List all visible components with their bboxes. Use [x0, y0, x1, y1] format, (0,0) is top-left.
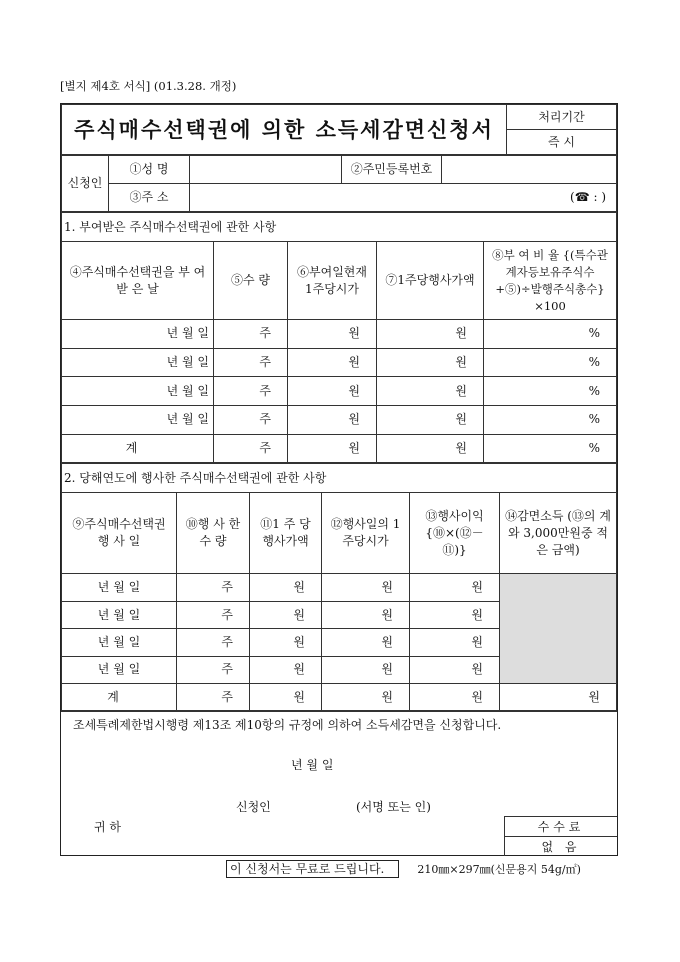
applicant-label: 신청인 [62, 156, 109, 212]
exercised-qty-cell[interactable]: 주 [177, 601, 250, 628]
exercise-profit-cell[interactable]: 원 [410, 656, 500, 683]
grant-ratio-cell[interactable]: % [484, 377, 617, 406]
market-price-cell[interactable]: 원 [288, 434, 377, 463]
address-label: ③주 소 [109, 184, 190, 212]
exercise-price-cell[interactable]: 원 [377, 320, 484, 349]
section2-heading: 2. 당해연도에 행사한 주식매수선택권에 관한 사항 [62, 464, 617, 493]
exercise-price-header: ⑪1 주 당 행사가액 [250, 493, 322, 574]
signer-label: 신청인 [236, 800, 271, 815]
table-row [62, 434, 617, 463]
signature-field[interactable]: (서명 또는 인) [356, 800, 431, 815]
exercise-day-price-cell[interactable]: 원 [322, 656, 410, 683]
exercised-qty-cell[interactable]: 주 [177, 574, 250, 601]
table-row [62, 348, 617, 377]
fee-label: 수수료 [505, 816, 617, 836]
applicant-table [61, 155, 617, 212]
exempt-income-header: ⑭감면소득 (⑬의 계와 3,000만원중 적은 금액) [500, 493, 617, 574]
exercise-date-header: ⑨주식매수선택권 행 사 일 [62, 493, 177, 574]
market-price-cell[interactable]: 원 [288, 377, 377, 406]
recipient-label: 귀 하 [94, 820, 121, 835]
exercise-date-cell[interactable]: 년 월 일 [62, 656, 177, 683]
grant-date-cell[interactable]: 년 월 일 [62, 406, 214, 435]
table-row [62, 406, 617, 435]
exercised-qty-header: ⑩행 사 한 수 량 [177, 493, 250, 574]
exercise-profit-cell[interactable]: 원 [410, 629, 500, 656]
exercise-price-cell[interactable]: 원 [377, 348, 484, 377]
exempt-income-cell[interactable] [500, 574, 617, 684]
exercise-price-cell[interactable]: 원 [250, 684, 322, 711]
address-field[interactable] [190, 184, 617, 212]
exercise-date-cell[interactable]: 년 월 일 [62, 629, 177, 656]
exercise-price-cell[interactable]: 원 [250, 574, 322, 601]
grant-ratio-header: ⑧부 여 비 율 {(특수관계자등보유주식수+⑤)÷발행주식총수}×100 [484, 242, 617, 320]
fee-value: 없 음 [505, 836, 617, 856]
paper-size: 210㎜×297㎜(신문용지 54g/㎡) [417, 863, 581, 876]
grant-date-cell[interactable]: 년 월 일 [62, 320, 214, 349]
exercise-day-price-cell[interactable]: 원 [322, 629, 410, 656]
exercised-qty-cell[interactable]: 주 [177, 684, 250, 711]
grant-date-cell[interactable]: 년 월 일 [62, 348, 214, 377]
section1-heading: 1. 부여받은 주식매수선택권에 관한 사항 [62, 213, 617, 242]
grant-date-header: ④주식매수선택권을 부 여 받 은 날 [62, 242, 214, 320]
grant-ratio-cell[interactable]: % [484, 348, 617, 377]
exercise-day-price-cell[interactable]: 원 [322, 601, 410, 628]
exercise-day-price-cell[interactable]: 원 [322, 574, 410, 601]
market-price-cell[interactable]: 원 [288, 320, 377, 349]
application-form [60, 103, 618, 856]
exercise-date-cell[interactable]: 년 월 일 [62, 574, 177, 601]
table-row [62, 320, 617, 349]
section2-table [61, 463, 617, 711]
grant-ratio-cell[interactable]: % [484, 434, 617, 463]
exercise-profit-cell[interactable]: 원 [410, 574, 500, 601]
table-row [62, 377, 617, 406]
grant-date-cell[interactable]: 계 [62, 434, 214, 463]
form-title: 주식매수선택권에 의한 소득세감면신청서 [62, 105, 507, 155]
quantity-cell[interactable]: 주 [214, 320, 288, 349]
grant-ratio-cell[interactable]: % [484, 406, 617, 435]
exercise-price-cell[interactable]: 원 [250, 629, 322, 656]
form-note: [별지 제4호 서식] (01.3.28. 개정) [60, 79, 237, 93]
exercise-date-cell[interactable]: 년 월 일 [62, 601, 177, 628]
processing-label: 처리기간 [507, 105, 617, 130]
declaration-block [61, 711, 617, 855]
exercise-price-cell[interactable]: 원 [377, 377, 484, 406]
quantity-cell[interactable]: 주 [214, 434, 288, 463]
quantity-header: ⑤수 량 [214, 242, 288, 320]
exercise-price-cell[interactable]: 원 [250, 656, 322, 683]
phone-field[interactable]: (☎ : ) [570, 190, 606, 204]
exercise-profit-header: ⑬행사이익 {⑩×(⑫－⑪)} [410, 493, 500, 574]
market-price-cell[interactable]: 원 [288, 406, 377, 435]
footer [226, 860, 581, 877]
exercise-profit-cell[interactable]: 원 [410, 601, 500, 628]
exercise-price-header: ⑦1주당행사가액 [377, 242, 484, 320]
rrn-label: ②주민등록번호 [342, 156, 442, 184]
exercise-price-cell[interactable]: 원 [250, 601, 322, 628]
title-table [61, 104, 617, 155]
market-price-header: ⑥부여일현재 1주당시가 [288, 242, 377, 320]
exercise-price-cell[interactable]: 원 [377, 434, 484, 463]
processing-value: 즉 시 [507, 130, 617, 155]
section1-table [61, 212, 617, 463]
quantity-cell[interactable]: 주 [214, 406, 288, 435]
fee-box [504, 816, 617, 856]
exercise-date-cell[interactable]: 계 [62, 684, 177, 711]
market-price-cell[interactable]: 원 [288, 348, 377, 377]
exercised-qty-cell[interactable]: 주 [177, 656, 250, 683]
free-notice: 이 신청서는 무료로 드립니다. [226, 860, 399, 878]
table-row [62, 684, 617, 711]
rrn-field[interactable] [442, 156, 617, 184]
table-row [62, 574, 617, 601]
grant-date-cell[interactable]: 년 월 일 [62, 377, 214, 406]
exercise-price-cell[interactable]: 원 [377, 406, 484, 435]
date-field[interactable]: 년 월 일 [291, 758, 334, 773]
exercise-day-price-cell[interactable]: 원 [322, 684, 410, 711]
quantity-cell[interactable]: 주 [214, 348, 288, 377]
exercise-profit-cell[interactable]: 원 [410, 684, 500, 711]
declaration-text: 조세특례제한법시행령 제13조 제10항의 규정에 의하여 소득세감면을 신청합니다. [73, 718, 502, 733]
exempt-income-cell[interactable]: 원 [500, 684, 617, 711]
grant-ratio-cell[interactable]: % [484, 320, 617, 349]
exercise-day-price-header: ⑫행사일의 1주당시가 [322, 493, 410, 574]
name-label: ①성 명 [109, 156, 190, 184]
quantity-cell[interactable]: 주 [214, 377, 288, 406]
exercised-qty-cell[interactable]: 주 [177, 629, 250, 656]
name-field[interactable] [190, 156, 342, 184]
